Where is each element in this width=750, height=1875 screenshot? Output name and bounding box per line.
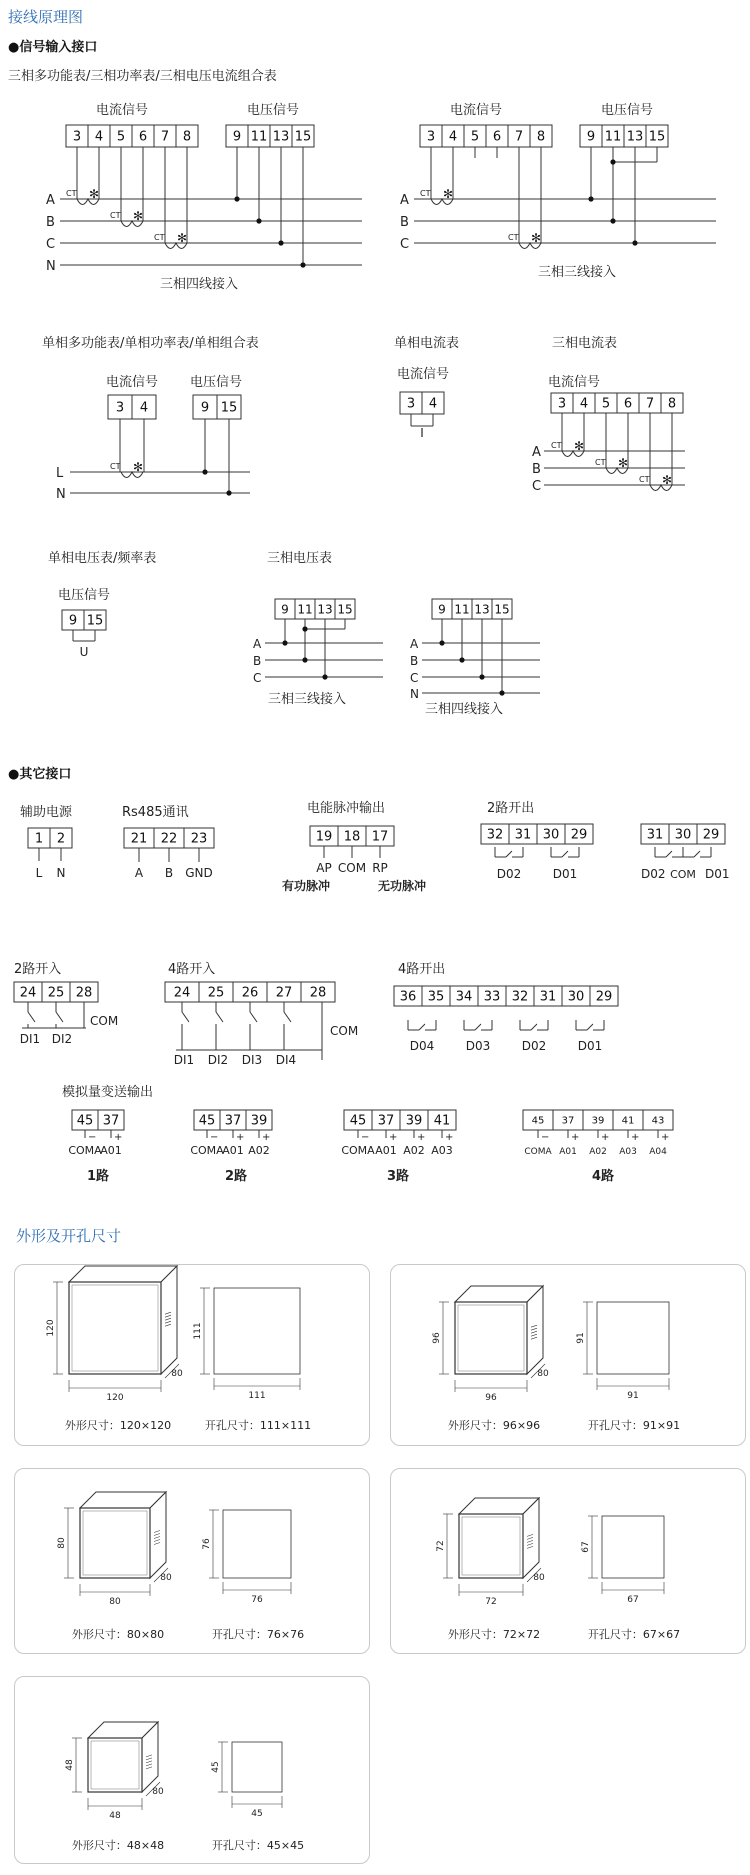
rs485-GND: GND (185, 866, 213, 880)
terminal-number: 11 (250, 129, 268, 145)
junction-dot (234, 196, 239, 201)
terminal-number: 13 (626, 129, 644, 145)
terminal-number: 11 (604, 129, 622, 145)
terminal-number: 37 (377, 1113, 395, 1129)
meter-side-face (161, 1266, 177, 1374)
junction-dot (439, 640, 444, 645)
section-other-title: ●其它接口 (8, 767, 72, 782)
section-wiring-title: 接线原理图 (8, 8, 84, 26)
outer-width-value: 96 (485, 1393, 497, 1403)
polarity-sign: − (361, 1132, 370, 1143)
terminal-number: 28 (75, 985, 93, 1001)
outer-height-value: 48 (65, 1759, 75, 1771)
ct-star: ✻ (618, 456, 629, 470)
terminal-number: 45 (349, 1113, 367, 1129)
terminal-number: 39 (405, 1113, 423, 1129)
terminal-number: 9 (438, 602, 446, 617)
cut-height-value: 76 (202, 1538, 212, 1550)
terminal-number: 31 (514, 827, 532, 843)
ct-label: CT (508, 233, 519, 242)
three-phase-meter-title: 三相多功能表/三相功率表/三相电压电流组合表 (8, 69, 277, 84)
panel-cutout (597, 1302, 669, 1374)
terminal-number: 7 (160, 129, 170, 145)
analog-lbl_COMA: COMA (341, 1144, 375, 1157)
junction-dot (610, 218, 615, 223)
polarity-sign: + (631, 1132, 640, 1143)
terminal-number: 32 (511, 989, 529, 1005)
analog-route3: 3路 (386, 1169, 410, 1184)
terminal-number: 4 (579, 396, 589, 412)
voltage-signal-label: 电压信号 (601, 103, 654, 118)
outer-size-caption: 外形尺寸：48×48 (71, 1839, 165, 1852)
cutout-size-caption: 开孔尺寸：67×67 (587, 1628, 681, 1641)
outer-width-value: 120 (106, 1393, 124, 1403)
junction-dot (226, 490, 231, 495)
single-phase-meter-title: 单相多功能表/单相功率表/单相组合表 (42, 336, 259, 351)
terminal-number: 18 (343, 829, 361, 845)
phase-label-A: A (46, 193, 55, 208)
panel-cutout (214, 1288, 300, 1374)
cutout-size-caption: 开孔尺寸：91×91 (587, 1419, 681, 1432)
terminal-number: 13 (272, 129, 290, 145)
cut-width-value: 45 (251, 1809, 263, 1819)
terminal-number: 4 (448, 129, 458, 145)
three-ammeter-title: 三相电流表 (552, 336, 618, 351)
rs485-A: A (134, 866, 144, 880)
meter-front-face (459, 1514, 523, 1578)
terminal-number: 15 (220, 400, 238, 416)
outer-width-value: 48 (109, 1811, 121, 1821)
junction-dot (282, 640, 287, 645)
ct-label: CT (551, 441, 562, 450)
ct-star: ✻ (89, 187, 100, 201)
analog-lbl_COMA: COMA (524, 1147, 552, 1157)
junction-dot (322, 674, 327, 679)
ct-label: CT (110, 211, 121, 220)
switch-blade (28, 1012, 35, 1022)
terminal-number: 17 (371, 829, 389, 845)
depth-value: 80 (533, 1573, 545, 1583)
switch-blade (284, 1012, 291, 1022)
terminal-number: 15 (494, 602, 510, 617)
analog-route1: 1路 (86, 1169, 110, 1184)
analog-lbl_COMA: COMA (68, 1144, 102, 1157)
junction-dot (479, 674, 484, 679)
terminal-number: 8 (182, 129, 192, 145)
polarity-sign: + (445, 1132, 454, 1143)
out4-D01: D01 (577, 1039, 603, 1053)
terminal-number: 13 (474, 602, 490, 617)
depth-value: 80 (152, 1787, 164, 1797)
outer-height-value: 120 (46, 1319, 56, 1337)
outer-size-caption: 外形尺寸：96×96 (447, 1419, 541, 1432)
relay-contact (694, 851, 700, 857)
phase-label-C: C (46, 237, 56, 252)
terminal-number: 15 (648, 129, 666, 145)
out2b-D01: D01 (705, 867, 730, 881)
pulse-AP: AP (316, 861, 332, 875)
relay-contact (666, 851, 672, 857)
polarity-sign: + (601, 1132, 610, 1143)
terminal-number: 15 (294, 129, 312, 145)
terminal-number: 7 (514, 129, 524, 145)
outer-size-caption: 外形尺寸：120×120 (64, 1419, 172, 1432)
junction-dot (256, 218, 261, 223)
analog-lbl_A02: A02 (248, 1144, 270, 1157)
terminal-number: 3 (426, 129, 436, 145)
in4-DI3: DI3 (241, 1053, 263, 1067)
analog-lbl_A01: A01 (375, 1144, 397, 1157)
terminal-number: 21 (130, 831, 148, 847)
ct-star: ✻ (662, 473, 673, 487)
terminal-number: 9 (232, 129, 242, 145)
ct-label: CT (639, 475, 650, 484)
junction-dot (302, 626, 307, 631)
terminal-number: 19 (315, 829, 333, 845)
analog-lbl_A02: A02 (403, 1144, 425, 1157)
analog-lbl_A03: A03 (619, 1147, 637, 1157)
terminal-number: 27 (275, 985, 293, 1001)
cutout-size-caption: 开孔尺寸：76×76 (211, 1628, 305, 1641)
phase-label-N: N (46, 259, 56, 274)
relay-contact (475, 1024, 481, 1030)
cut-width-value: 91 (627, 1391, 639, 1401)
section-dims-title: 外形及开孔尺寸 (16, 1227, 122, 1245)
terminal-number: 35 (427, 989, 445, 1005)
terminal-number: 31 (646, 827, 664, 843)
meter-front-face (80, 1508, 150, 1578)
terminal-number: 30 (542, 827, 560, 843)
terminal-number: 6 (492, 129, 502, 145)
meter-front-face (455, 1302, 527, 1374)
ct-star: ✻ (133, 209, 144, 223)
terminal-number: 9 (586, 129, 596, 145)
in2-COM: COM (90, 1014, 119, 1028)
junction-dot (499, 690, 504, 695)
phase-label-B: B (46, 215, 55, 230)
pulse-COM: COM (337, 861, 367, 875)
in4-title: 4路开入 (168, 962, 216, 977)
phase-label-B: B (400, 215, 409, 230)
terminal-number: 3 (406, 396, 416, 412)
terminal-number: 29 (702, 827, 720, 843)
terminal-number: 39 (250, 1113, 268, 1129)
analog-route4: 4路 (591, 1169, 615, 1184)
outer-height-value: 80 (57, 1537, 67, 1549)
switch-blade (182, 1012, 189, 1022)
out2-D01: D01 (552, 867, 578, 881)
in4-COM: COM (330, 1024, 359, 1038)
single-ammeter-title: 单相电流表 (394, 336, 460, 351)
terminal-number: 24 (19, 985, 37, 1001)
terminal-number: 9 (68, 613, 78, 629)
analog-lbl_A01: A01 (559, 1147, 577, 1157)
ct-star: ✻ (443, 187, 454, 201)
three-voltmeter-title: 三相电压表 (267, 551, 333, 566)
terminal-number: 9 (200, 400, 210, 416)
reactive-pulse-label: 无功脉冲 (378, 879, 427, 893)
single-voltmeter-title: 单相电压表/频率表 (48, 551, 157, 566)
outer-width-value: 72 (485, 1597, 497, 1607)
out4-D04: D04 (409, 1039, 435, 1053)
ct-label: CT (66, 189, 77, 198)
relay-contact (587, 1024, 593, 1030)
out2-title: 2路开出 (487, 801, 535, 816)
switch-blade (250, 1012, 257, 1022)
junction-dot (300, 262, 305, 267)
terminal-number: 4 (94, 129, 104, 145)
voltmeter-3wire-caption: 三相三线接入 (268, 692, 347, 707)
relay-contact (531, 1024, 537, 1030)
depth-value: 80 (537, 1369, 549, 1379)
terminal-number: 6 (138, 129, 148, 145)
terminal-number: 45 (76, 1113, 94, 1129)
pulse-RP: RP (372, 861, 388, 875)
relay-contact (562, 851, 568, 857)
terminal-number: 15 (337, 602, 353, 617)
terminal-number: 9 (281, 602, 289, 617)
terminal-number: 41 (433, 1113, 451, 1129)
terminal-number: 24 (173, 985, 191, 1001)
polarity-sign: − (210, 1132, 219, 1143)
phase-label-C: C (532, 479, 542, 494)
panel-cutout (223, 1510, 291, 1578)
rs485-title: Rs485通讯 (122, 805, 189, 820)
polarity-sign: − (88, 1132, 97, 1143)
cut-width-value: 111 (248, 1391, 266, 1401)
rs485-B: B (164, 866, 174, 880)
terminal-number: 5 (470, 129, 480, 145)
outer-height-value: 72 (436, 1540, 446, 1552)
phase-label-B: B (253, 654, 262, 668)
current-signal-label: 电流信号 (397, 367, 450, 382)
phase-label-A: A (253, 637, 262, 651)
relay-contact (419, 1024, 425, 1030)
terminal-number: 13 (317, 602, 333, 617)
outer-size-caption: 外形尺寸：72×72 (447, 1628, 541, 1641)
terminal-number: 11 (454, 602, 470, 617)
out4-D03: D03 (465, 1039, 491, 1053)
ct-label: CT (595, 458, 606, 467)
analog-lbl_A01: A01 (100, 1144, 122, 1157)
phase-label-N: N (410, 687, 419, 701)
out4-D02: D02 (521, 1039, 547, 1053)
ct-star: ✻ (531, 231, 542, 245)
current-signal-label: 电流信号 (106, 375, 159, 390)
junction-dot (278, 240, 283, 245)
ct-label: CT (110, 462, 121, 471)
terminal-number: 30 (567, 989, 585, 1005)
terminal-number: 26 (241, 985, 259, 1001)
current-signal-label: 电流信号 (96, 103, 149, 118)
outer-width-value: 80 (109, 1597, 121, 1607)
section-signal-title: ●信号输入接口 (8, 40, 98, 55)
polarity-sign: + (661, 1132, 670, 1143)
pulse-output-title: 电能脉冲输出 (307, 801, 386, 816)
switch-blade (56, 1012, 63, 1022)
panel-cutout (232, 1742, 282, 1792)
current-signal-label: 电流信号 (548, 375, 601, 390)
terminal-number: 41 (621, 1115, 635, 1127)
aux-power-title: 辅助电源 (20, 805, 73, 820)
terminal-number: 7 (645, 396, 655, 412)
polarity-sign: − (541, 1132, 550, 1143)
terminal-number: 3 (72, 129, 82, 145)
current-signal-label: 电流信号 (450, 103, 503, 118)
terminal-number: 45 (198, 1113, 216, 1129)
voltmeter-4wire-caption: 三相四线接入 (425, 702, 504, 717)
analog-lbl_A01: A01 (222, 1144, 244, 1157)
outer-height-value: 96 (432, 1332, 442, 1344)
cut-height-value: 45 (211, 1761, 221, 1773)
in4-DI1: DI1 (173, 1053, 195, 1067)
cut-width-value: 67 (627, 1595, 639, 1605)
three-phase-4wire-caption: 三相四线接入 (160, 277, 239, 292)
terminal-number: 8 (536, 129, 546, 145)
analog-route2: 2路 (224, 1169, 248, 1184)
analog-output-title: 模拟量变送输出 (62, 1085, 154, 1100)
polarity-sign: + (417, 1132, 426, 1143)
terminal-number: 11 (297, 602, 313, 617)
phase-label-A: A (410, 637, 419, 651)
analog-lbl_A02: A02 (589, 1147, 607, 1157)
terminal-number: 3 (115, 400, 125, 416)
voltage-U-label: U (79, 645, 89, 659)
ct-star: ✻ (133, 460, 144, 474)
analog-lbl_A03: A03 (431, 1144, 453, 1157)
terminal-number: 43 (651, 1115, 665, 1127)
polarity-sign: + (236, 1132, 245, 1143)
out2-D02: D02 (496, 867, 522, 881)
terminal-number: 37 (102, 1113, 120, 1129)
terminal-number: 4 (428, 396, 438, 412)
polarity-sign: + (262, 1132, 271, 1143)
terminal-number: 15 (86, 613, 104, 629)
phase-label-C: C (400, 237, 410, 252)
terminal-number: 8 (667, 396, 677, 412)
meter-top-face (69, 1266, 177, 1282)
aux-N: N (56, 866, 66, 880)
phase-label-N: N (56, 487, 66, 502)
terminal-number: 39 (591, 1115, 605, 1127)
meter-front-face (88, 1738, 142, 1792)
junction-dot (610, 159, 615, 164)
three-phase-3wire-caption: 三相三线接入 (538, 265, 617, 280)
terminal-number: 28 (309, 985, 327, 1001)
in4-DI2: DI2 (207, 1053, 229, 1067)
cut-height-value: 91 (576, 1332, 586, 1344)
polarity-sign: + (114, 1132, 123, 1143)
polarity-sign: + (571, 1132, 580, 1143)
junction-dot (202, 469, 207, 474)
terminal-number: 33 (483, 989, 501, 1005)
junction-dot (632, 240, 637, 245)
cut-height-value: 67 (581, 1541, 591, 1553)
active-pulse-label: 有功脉冲 (282, 879, 331, 893)
terminal-number: 32 (486, 827, 504, 843)
terminal-number: 34 (455, 989, 473, 1005)
junction-dot (459, 657, 464, 662)
terminal-number: 4 (139, 400, 149, 416)
phase-label-C: C (410, 671, 419, 685)
cut-width-value: 76 (251, 1595, 263, 1605)
ct-star: ✻ (177, 231, 188, 245)
analog-lbl_A04: A04 (649, 1147, 667, 1157)
junction-dot (588, 196, 593, 201)
in4-DI4: DI4 (275, 1053, 297, 1067)
terminal-number: 45 (531, 1115, 545, 1127)
depth-value: 80 (171, 1369, 183, 1379)
terminal-number: 23 (190, 831, 208, 847)
ct-label: CT (154, 233, 165, 242)
current-I-label: I (420, 426, 424, 440)
meter-side-face (150, 1492, 166, 1578)
out2b-COM: COM (670, 868, 696, 881)
terminal-number: 1 (34, 831, 44, 847)
terminal-number: 22 (160, 831, 178, 847)
terminal-number: 2 (56, 831, 66, 847)
in2-title: 2路开入 (14, 962, 62, 977)
ct-star: ✻ (574, 439, 585, 453)
in2-DI1: DI1 (19, 1032, 41, 1046)
terminal-number: 36 (399, 989, 417, 1005)
terminal-number: 31 (539, 989, 557, 1005)
terminal-number: 29 (570, 827, 588, 843)
phase-label-A: A (400, 193, 409, 208)
terminal-number: 37 (561, 1115, 575, 1127)
cutout-size-caption: 开孔尺寸：45×45 (211, 1839, 305, 1852)
analog-lbl_COMA: COMA (190, 1144, 224, 1157)
cutout-size-caption: 开孔尺寸：111×111 (204, 1419, 312, 1432)
terminal-number: 5 (116, 129, 126, 145)
out2b-D02: D02 (641, 867, 666, 881)
terminal-number: 29 (595, 989, 613, 1005)
terminal-number: 37 (224, 1113, 242, 1129)
terminal-number: 25 (207, 985, 225, 1001)
switch-blade (216, 1012, 223, 1022)
out4-title: 4路开出 (398, 962, 446, 977)
cut-height-value: 111 (193, 1322, 203, 1340)
voltage-signal-label: 电压信号 (58, 588, 111, 603)
depth-value: 80 (160, 1573, 172, 1583)
phase-label-A: A (532, 445, 541, 460)
meter-front-face (69, 1282, 161, 1374)
phase-label-C: C (253, 671, 262, 685)
terminal-number: 3 (557, 396, 567, 412)
terminal-number: 30 (674, 827, 692, 843)
terminal-number: 5 (601, 396, 611, 412)
aux-L: L (35, 866, 43, 880)
outer-size-caption: 外形尺寸：80×80 (71, 1628, 165, 1641)
panel-cutout (602, 1516, 664, 1578)
junction-dot (302, 657, 307, 662)
polarity-sign: + (389, 1132, 398, 1143)
in2-DI2: DI2 (51, 1032, 73, 1046)
voltage-signal-label: 电压信号 (190, 375, 243, 390)
voltage-signal-label: 电压信号 (247, 103, 300, 118)
phase-label-L: L (56, 466, 64, 481)
meter-side-face (527, 1286, 543, 1374)
ct-label: CT (420, 189, 431, 198)
relay-contact (506, 851, 512, 857)
terminal-number: 25 (47, 985, 65, 1001)
phase-label-B: B (532, 462, 541, 477)
terminal-number: 6 (623, 396, 633, 412)
phase-label-B: B (410, 654, 419, 668)
